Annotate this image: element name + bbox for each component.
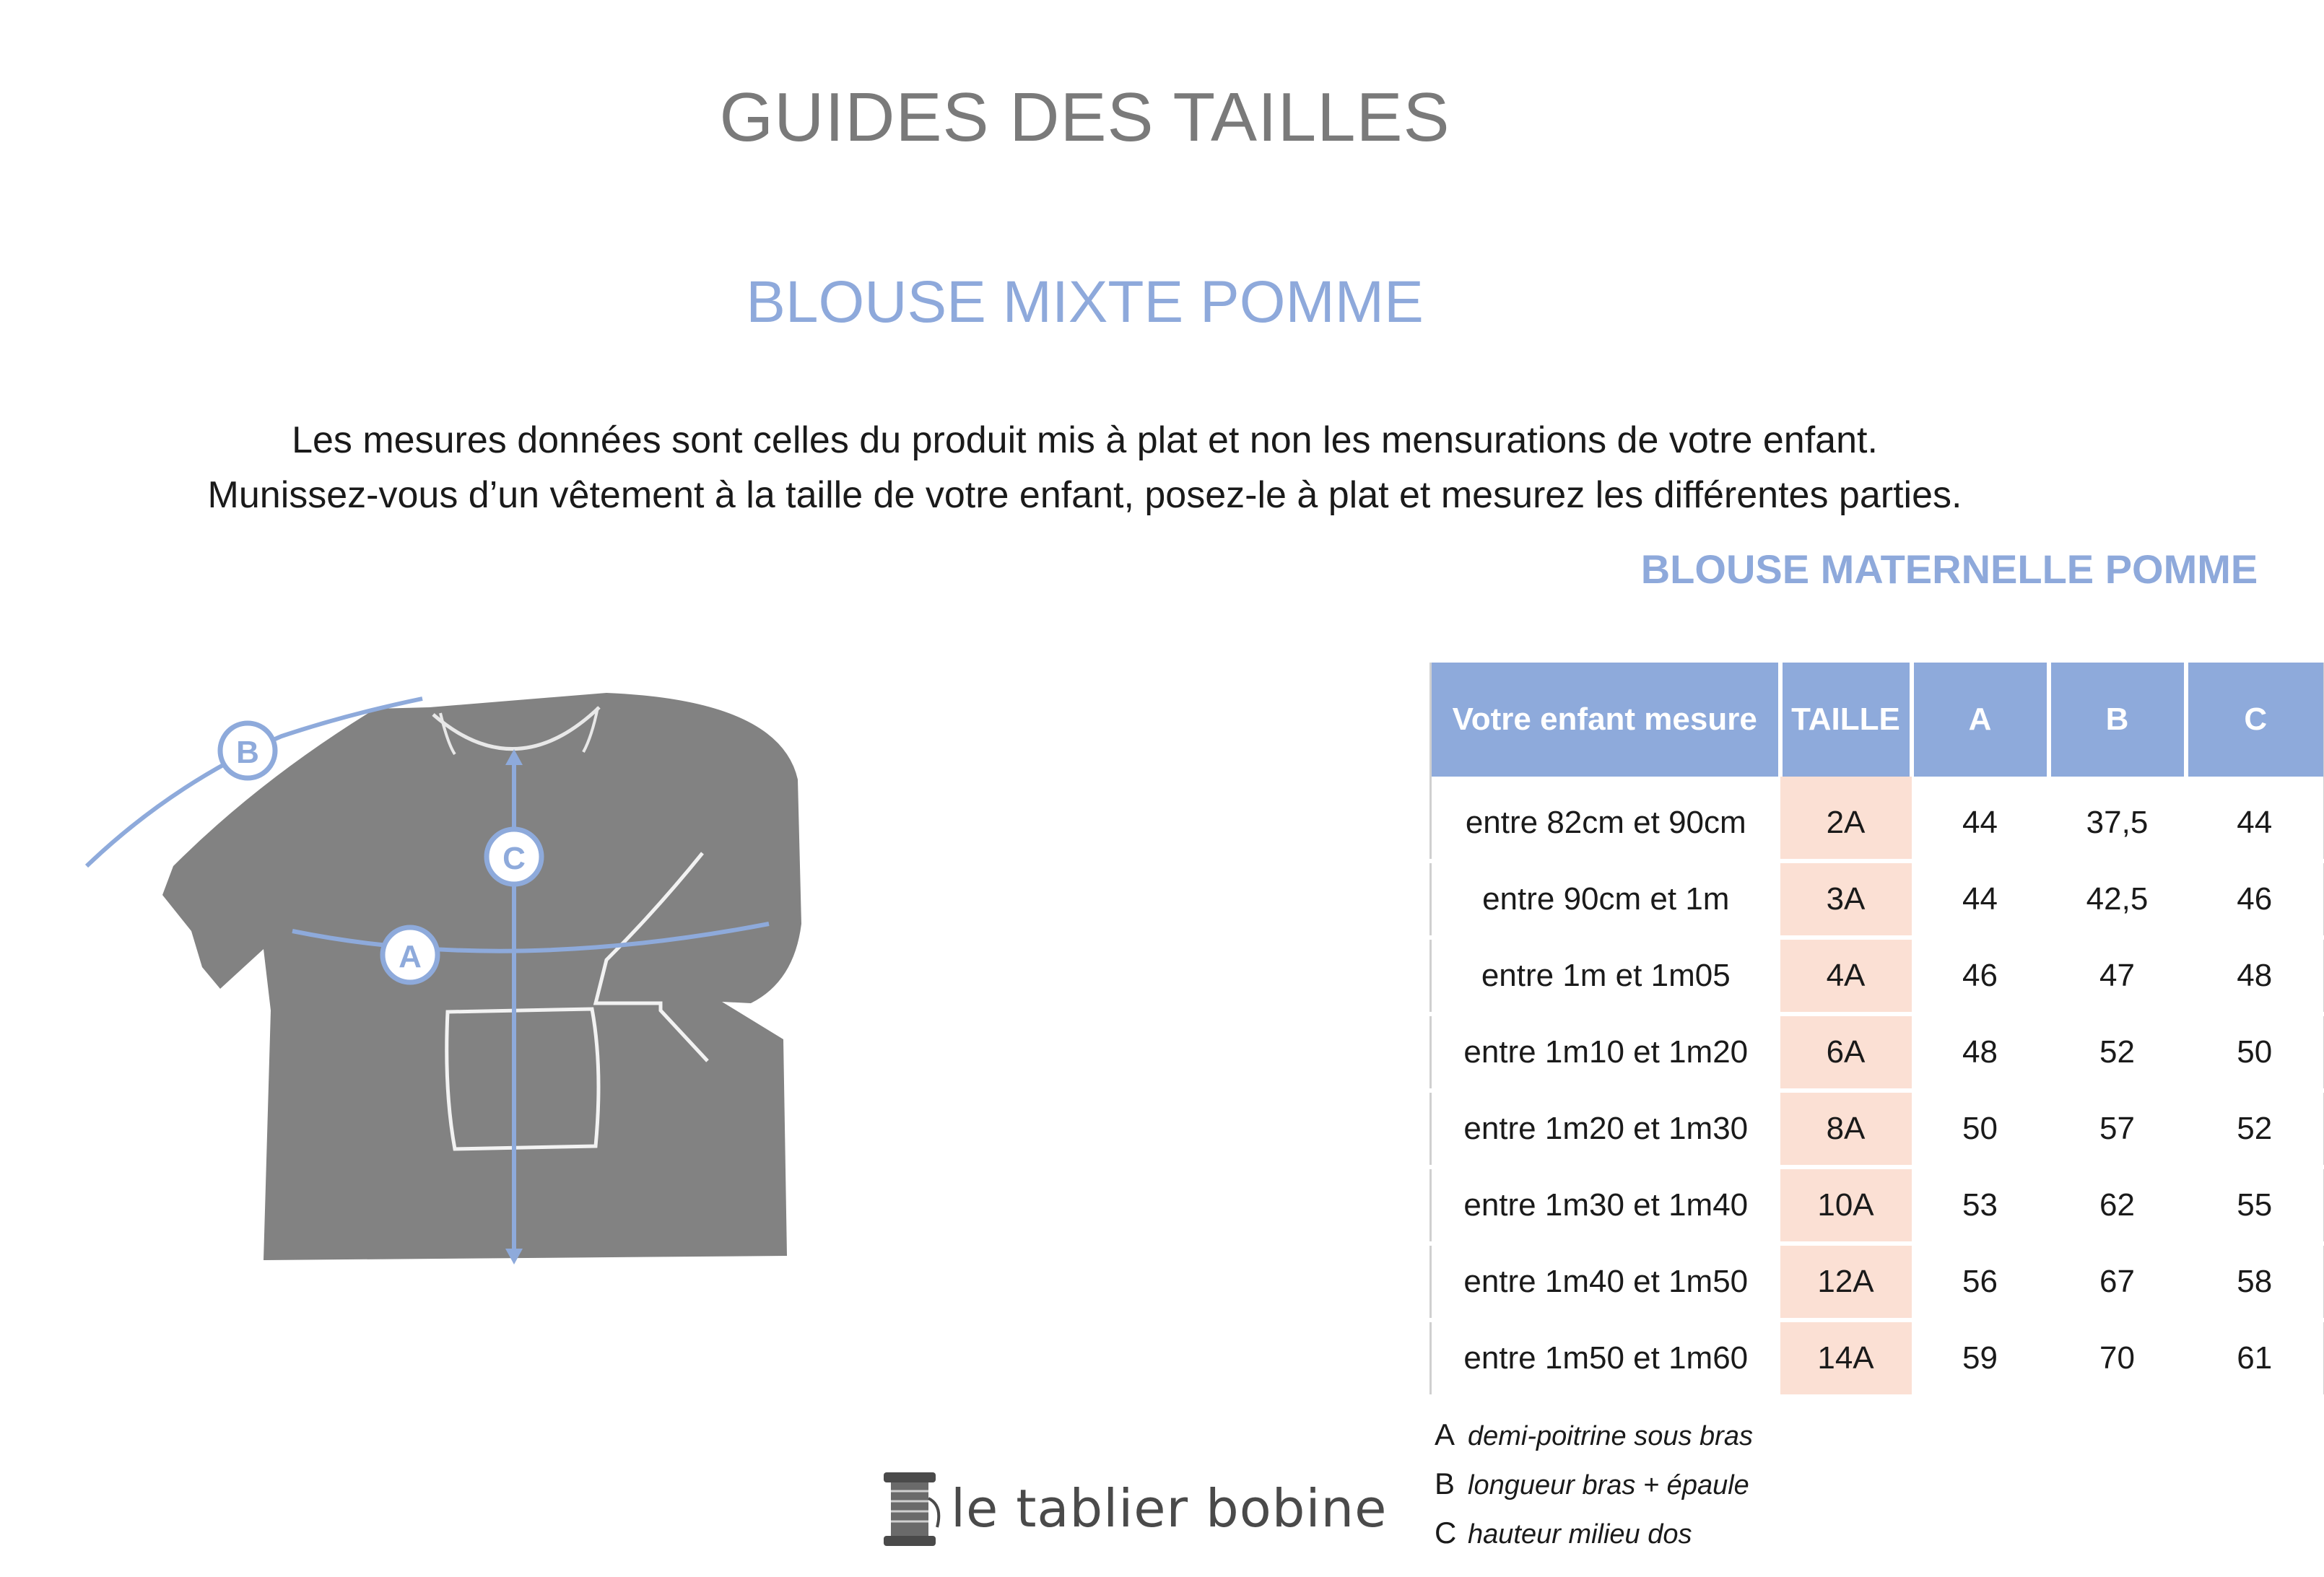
table-row xyxy=(1431,1091,2324,1167)
intro-line-1: Les mesures données sont celles du produit mis à plat et non les mensurations de votre enfant. xyxy=(292,419,1878,461)
table-row xyxy=(1431,938,2324,1014)
row-size: 2A xyxy=(1780,777,1912,861)
row-c: 58 xyxy=(2186,1244,2324,1320)
legend-key-b: B xyxy=(1435,1467,1455,1500)
row-b: 67 xyxy=(2049,1244,2186,1320)
table-row xyxy=(1431,1244,2324,1320)
row-b: 42,5 xyxy=(2049,861,2186,938)
row-a: 56 xyxy=(1912,1244,2049,1320)
row-b: 37,5 xyxy=(2049,777,2186,861)
row-size: 10A xyxy=(1780,1167,1912,1244)
legend-b xyxy=(1435,1467,1749,1501)
table-row xyxy=(1431,861,2324,938)
size-table xyxy=(1429,663,2324,1399)
table-row xyxy=(1431,1320,2324,1397)
row-a: 53 xyxy=(1912,1167,2049,1244)
page-title: GUIDES DES TAILLES xyxy=(719,79,1450,156)
row-height: entre 1m20 et 1m30 xyxy=(1431,1091,1780,1167)
row-height: entre 1m10 et 1m20 xyxy=(1431,1014,1780,1091)
row-height: entre 1m30 et 1m40 xyxy=(1431,1167,1780,1244)
intro-line-2: Munissez-vous d’un vêtement à la taille de votre enfant, posez-le à plat et mesurez les différentes parties. xyxy=(207,474,1962,516)
row-b: 57 xyxy=(2049,1091,2186,1167)
row-height: entre 1m40 et 1m50 xyxy=(1431,1244,1780,1320)
row-a: 50 xyxy=(1912,1091,2049,1167)
row-size: 3A xyxy=(1780,861,1912,938)
row-b: 52 xyxy=(2049,1014,2186,1091)
spool-icon xyxy=(879,1469,944,1549)
brand-name: le tablier bobine xyxy=(951,1478,1388,1539)
row-b: 47 xyxy=(2049,938,2186,1014)
legend-key-a: A xyxy=(1435,1417,1455,1451)
row-height: entre 1m et 1m05 xyxy=(1431,938,1780,1014)
blouse-diagram xyxy=(72,664,837,1285)
label-c: C xyxy=(502,841,526,876)
header-child-height: Votre enfant mesure xyxy=(1431,663,1780,777)
legend-text-c: hauteur milieu dos xyxy=(1468,1519,1692,1550)
table-row xyxy=(1431,777,2324,861)
table-title: BLOUSE MATERNELLE POMME xyxy=(1640,546,2258,592)
row-c: 61 xyxy=(2186,1320,2324,1397)
legend-text-b: longueur bras + épaule xyxy=(1468,1470,1749,1500)
product-subtitle: BLOUSE MIXTE POMME xyxy=(746,269,1424,335)
row-c: 46 xyxy=(2186,861,2324,938)
row-height: entre 82cm et 90cm xyxy=(1431,777,1780,861)
legend-key-c: C xyxy=(1435,1516,1457,1550)
header-c: C xyxy=(2186,663,2324,777)
row-a: 44 xyxy=(1912,861,2049,938)
row-a: 44 xyxy=(1912,777,2049,861)
row-size: 12A xyxy=(1780,1244,1912,1320)
legend-c xyxy=(1435,1516,1692,1550)
row-c: 44 xyxy=(2186,777,2324,861)
header-size: TAILLE xyxy=(1780,663,1912,777)
row-c: 55 xyxy=(2186,1167,2324,1244)
row-a: 46 xyxy=(1912,938,2049,1014)
row-c: 50 xyxy=(2186,1014,2324,1091)
row-b: 70 xyxy=(2049,1320,2186,1397)
header-b: B xyxy=(2049,663,2186,777)
label-b: B xyxy=(236,735,259,770)
table-row xyxy=(1431,1014,2324,1091)
row-c: 48 xyxy=(2186,938,2324,1014)
row-size: 8A xyxy=(1780,1091,1912,1167)
row-c: 52 xyxy=(2186,1091,2324,1167)
row-size: 6A xyxy=(1780,1014,1912,1091)
table-row xyxy=(1431,1167,2324,1244)
legend-text-a: demi-poitrine sous bras xyxy=(1468,1421,1753,1451)
row-a: 59 xyxy=(1912,1320,2049,1397)
row-a: 48 xyxy=(1912,1014,2049,1091)
legend-a xyxy=(1435,1417,1753,1452)
header-a: A xyxy=(1912,663,2049,777)
row-size: 14A xyxy=(1780,1320,1912,1397)
row-b: 62 xyxy=(2049,1167,2186,1244)
row-height: entre 90cm et 1m xyxy=(1431,861,1780,938)
row-height: entre 1m50 et 1m60 xyxy=(1431,1320,1780,1397)
row-size: 4A xyxy=(1780,938,1912,1014)
label-a: A xyxy=(399,939,422,974)
table-header-row xyxy=(1431,663,2324,777)
